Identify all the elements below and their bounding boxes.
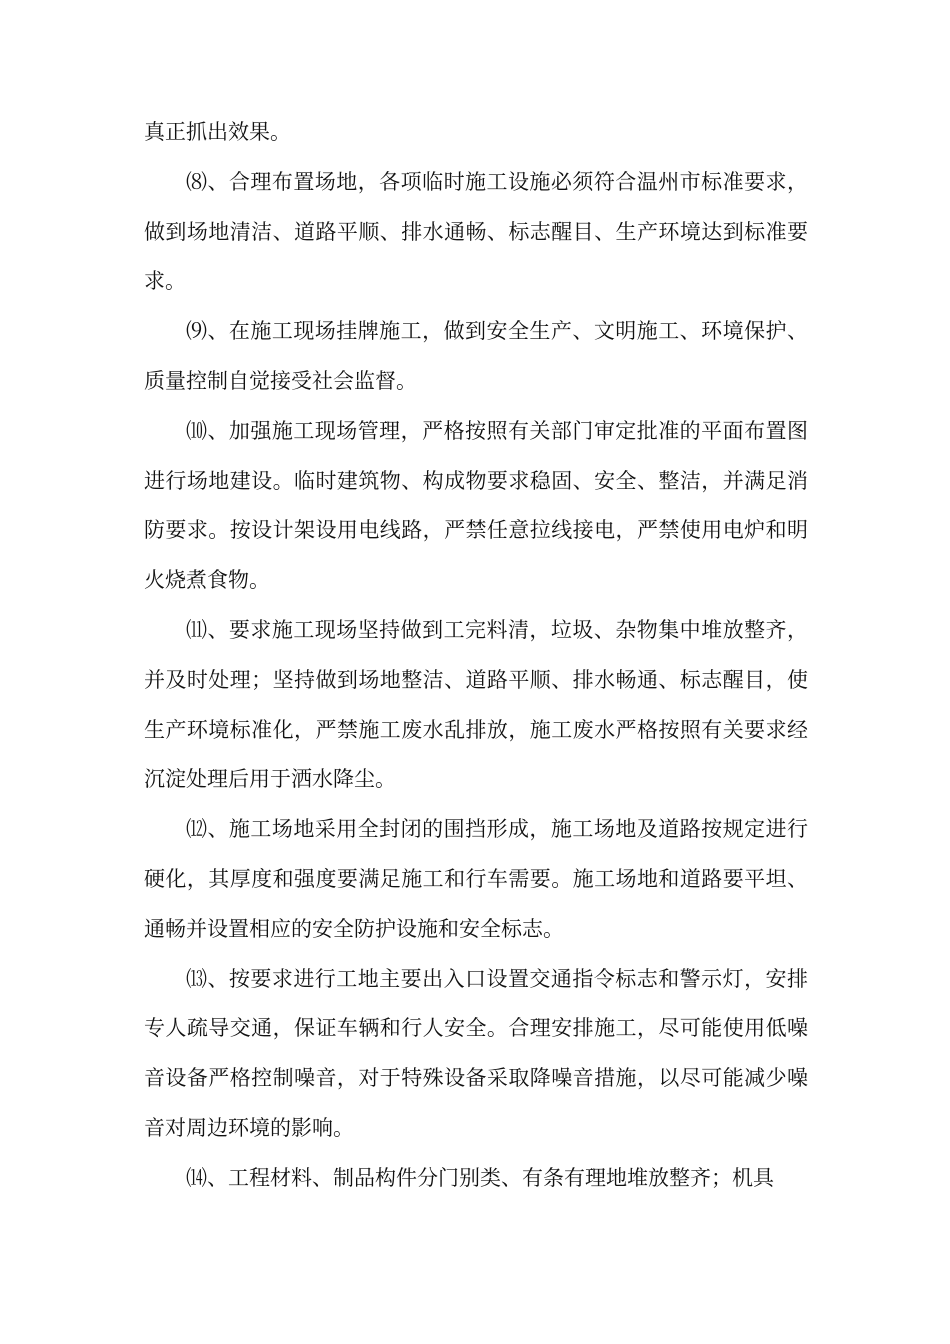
paragraph-item-11: ⑾、要求施工现场坚持做到工完料清，垃圾、杂物集中堆放整齐，并及时处理；坚持做到场地整洁、道路平顺、排水畅通、标志醒目，使生产环境标准化，严禁施工废水乱排放，施工废水严格按照有关要求经沉淀处理后用于洒水降尘。 [144, 617, 808, 792]
paragraph-continuation: 真正抓出效果。 [144, 120, 291, 144]
paragraph-item-12: ⑿、施工场地采用全封闭的围挡形成，施工场地及道路按规定进行硬化，其厚度和强度要满足施工和行车需要。施工场地和道路要平坦、通畅并设置相应的安全防护设施和安全标志。 [144, 817, 808, 941]
document-body [144, 108, 808, 1204]
paragraph-item-9: ⑼、在施工现场挂牌施工，做到安全生产、文明施工、环境保护、质量控制自觉接受社会监督。 [144, 319, 808, 393]
paragraph-item-8: ⑻、合理布置场地，各项临时施工设施必须符合温州市标准要求，做到场地清洁、道路平顺、排水通畅、标志醒目、生产环境达到标准要求。 [144, 169, 808, 294]
paragraph-item-13: ⒀、按要求进行工地主要出入口设置交通指令标志和警示灯，安排专人疏导交通，保证车辆和行人安全。合理安排施工，尽可能使用低噪音设备严格控制噪音，对于特殊设备采取降噪音措施，以尽可能减少噪音对周边环境的影响。 [144, 966, 808, 1140]
paragraph-item-14: ⒁、工程材料、制品构件分门别类、有条有理地堆放整齐；机具 [186, 1165, 774, 1190]
paragraph-item-10: ⑽、加强施工现场管理，严格按照有关部门审定批准的平面布置图进行场地建设。临时建筑物、构成物要求稳固、安全、整洁，并满足消防要求。按设计架设用电线路，严禁任意拉线接电，严禁使用电炉和明火烧煮食物。 [144, 418, 808, 593]
